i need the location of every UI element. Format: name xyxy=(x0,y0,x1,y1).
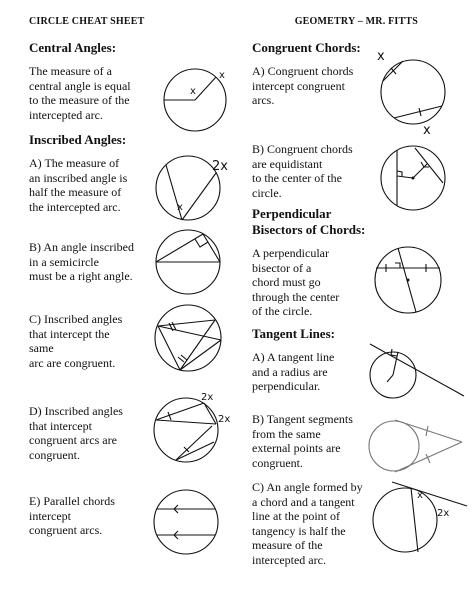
chords-b-diagram xyxy=(375,138,455,218)
chords-a-diagram xyxy=(375,48,455,138)
perp-bisectors-title: Perpendicular Bisectors of Chords: xyxy=(252,206,366,237)
chords-a-arc1-label: x xyxy=(377,49,385,64)
perp-bisectors-text: A perpendicular bisector of a chord must go through the center of the circle. xyxy=(252,246,340,318)
inscribed-d-text: D) Inscribed angles that intercept congruent arcs are congruent. xyxy=(29,404,123,462)
header-right: GEOMETRY – MR. FITTS xyxy=(294,16,418,27)
tangent-lines-title: Tangent Lines: xyxy=(252,326,335,341)
chords-b-text: B) Congruent chords are equidistant to the center of the circle. xyxy=(252,142,353,200)
inscribed-c-diagram xyxy=(148,300,233,380)
inscribed-d-arc1-label: 2x xyxy=(201,392,214,403)
tangent-c-diagram xyxy=(372,478,467,563)
inscribed-d-arc2-label: 2x xyxy=(218,414,231,425)
semicircle-diagram xyxy=(150,222,230,302)
chords-a-text: A) Congruent chords intercept congruent arcs. xyxy=(252,64,354,107)
central-angle-label: x xyxy=(190,86,196,97)
inscribed-a-arc-label: 2x xyxy=(212,159,228,174)
inscribed-a-angle-label: x xyxy=(177,202,183,213)
inscribed-angles-title: Inscribed Angles: xyxy=(29,132,127,147)
tangent-b-diagram xyxy=(366,406,466,486)
inscribed-c-text: C) Inscribed angles that intercept the same arc are congruent. xyxy=(29,312,123,370)
tangent-a-text: A) A tangent line and a radius are perpendicular. xyxy=(252,350,335,393)
tangent-b-text: B) Tangent segments from the same external points are congruent. xyxy=(252,412,353,470)
central-angles-title: Central Angles: xyxy=(29,40,117,55)
central-angle-diagram xyxy=(155,60,235,140)
central-arc-label: x xyxy=(219,70,225,81)
tangent-a-diagram xyxy=(366,338,466,413)
header-left: CIRCLE CHEAT SHEET xyxy=(29,16,145,27)
inscribed-e-text: E) Parallel chords intercept congruent arcs. xyxy=(29,494,115,537)
perp-bisector-diagram xyxy=(368,240,448,320)
inscribed-a-text: A) The measure of an inscribed angle is half the measure of the intercepted arc. xyxy=(29,156,128,214)
congruent-chords-title: Congruent Chords: xyxy=(252,40,361,55)
inscribed-a-diagram xyxy=(150,148,240,228)
parallel-chords-diagram xyxy=(148,482,228,562)
inscribed-d-diagram xyxy=(148,390,233,470)
central-angles-text: The measure of a central angle is equal to the measure of the intercepted arc. xyxy=(29,64,131,122)
tangent-c-text: C) An angle formed by a chord and a tangent line at the point of tangency is half the measure of the intercepted arc. xyxy=(252,480,363,567)
inscribed-b-text: B) An angle inscribed in a semicircle must be a right angle. xyxy=(29,240,134,283)
chords-a-arc2-label: x xyxy=(423,123,431,138)
tangent-c-angle-label: x xyxy=(417,490,423,501)
tangent-c-arc-label: 2x xyxy=(437,508,450,519)
